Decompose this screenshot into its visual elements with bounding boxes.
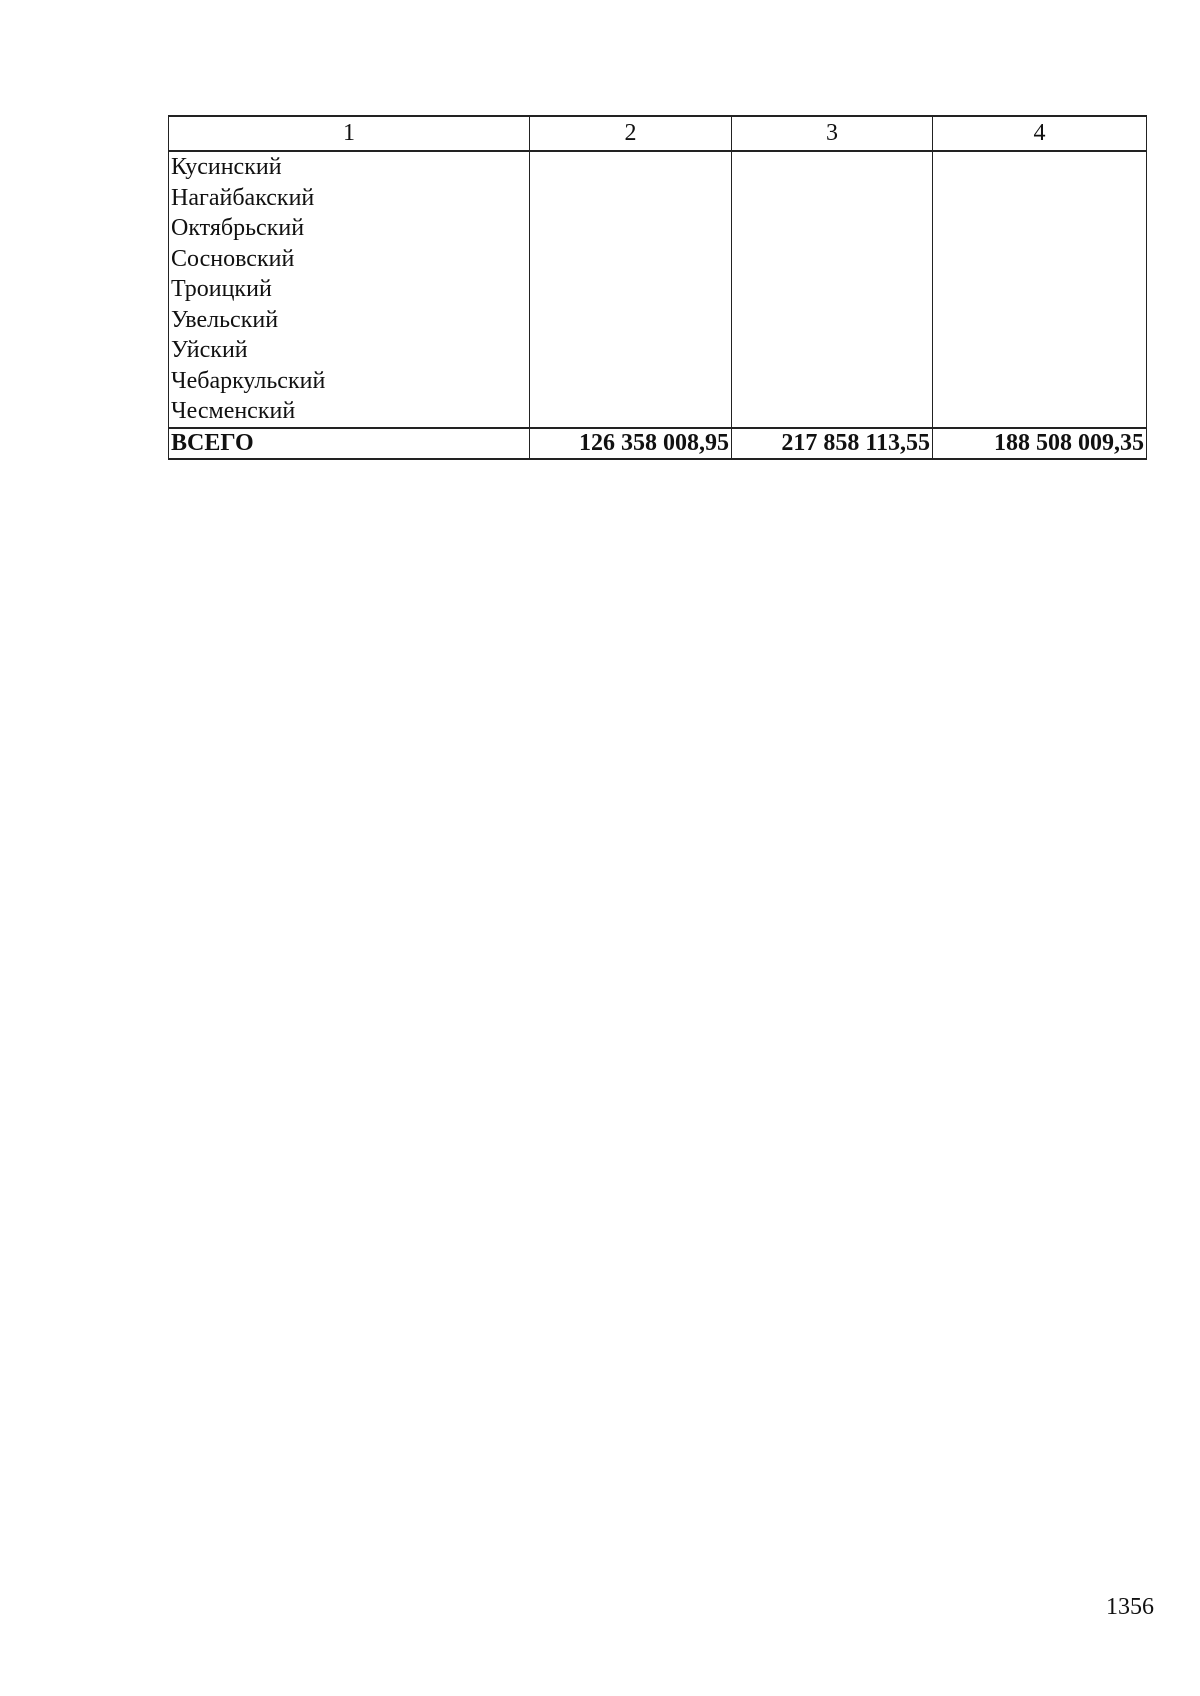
empty-cell-col2 xyxy=(530,151,732,428)
header-cell-4: 4 xyxy=(933,116,1147,151)
district-name: Кусинский xyxy=(171,154,282,180)
district-list-cell xyxy=(169,151,530,428)
total-value-col2: 126 358 008,95 xyxy=(530,428,732,459)
data-table xyxy=(168,115,1147,460)
header-cell-2: 2 xyxy=(530,116,732,151)
total-value-col4: 188 508 009,35 xyxy=(933,428,1147,459)
empty-cell-col4 xyxy=(933,151,1147,428)
district-name: Троицкий xyxy=(171,276,272,302)
district-name: Увельский xyxy=(171,306,279,333)
district-name: Сосновский xyxy=(171,245,295,272)
total-row xyxy=(169,428,1147,459)
header-cell-1: 1 xyxy=(169,116,530,151)
header-cell-3: 3 xyxy=(732,116,933,151)
table-header-row xyxy=(169,116,1147,151)
district-name: Чебаркульский xyxy=(171,367,326,394)
district-name: Нагайбакский xyxy=(171,184,315,211)
total-value-col3: 217 858 113,55 xyxy=(732,428,933,459)
district-name: Чесменский xyxy=(171,398,296,424)
district-name: Уйский xyxy=(171,337,248,363)
district-name: Октябрьский xyxy=(171,215,305,241)
total-label: ВСЕГО xyxy=(169,428,530,459)
table-row xyxy=(169,151,1147,428)
empty-cell-col3 xyxy=(732,151,933,428)
page-number: 1356 xyxy=(1106,1594,1154,1620)
